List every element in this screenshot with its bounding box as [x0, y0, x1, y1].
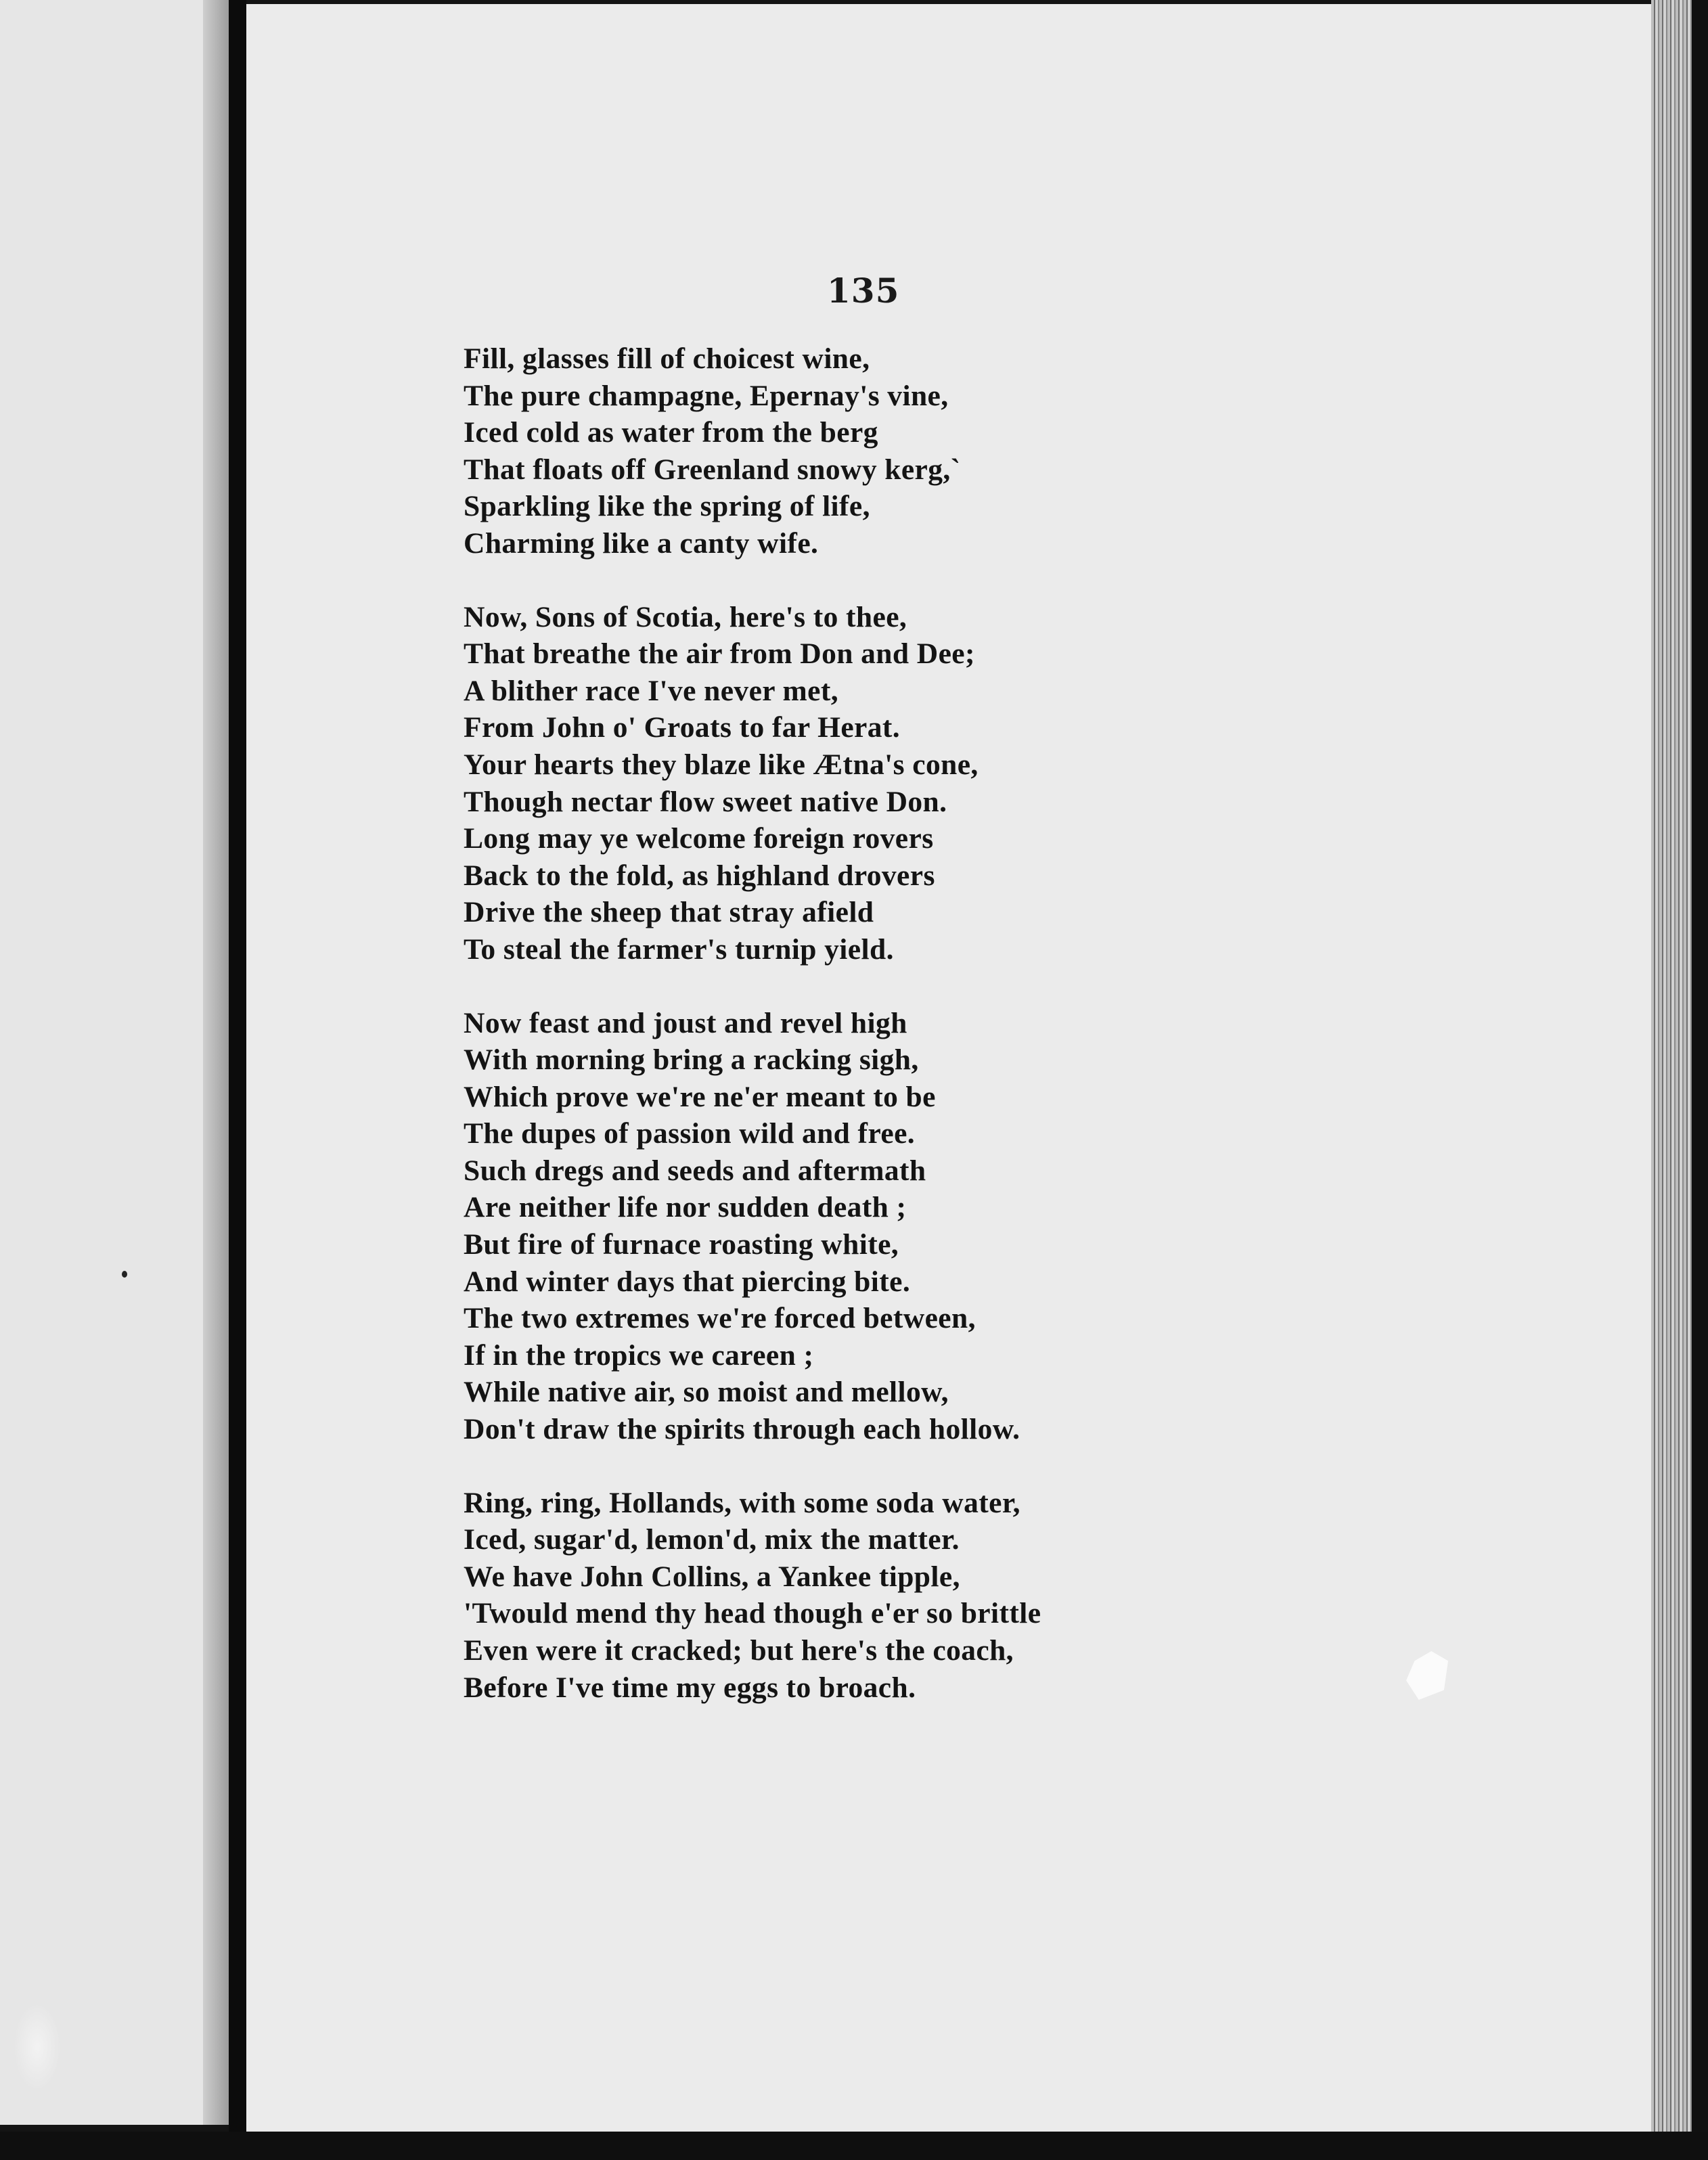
- poem-line: With morning bring a racking sigh,: [464, 1043, 919, 1077]
- poem-line: The two extremes we're forced between,: [464, 1302, 976, 1335]
- poem-line: And winter days that piercing bite.: [464, 1265, 911, 1298]
- poem-line: Now feast and joust and revel high: [464, 1006, 907, 1039]
- poem-line: Now, Sons of Scotia, here's to thee,: [464, 600, 907, 633]
- left-facing-page: [0, 0, 223, 2125]
- poem-line: Even were it cracked; but here's the coach,: [464, 1634, 1014, 1667]
- page-stack-edge: [1651, 0, 1692, 2160]
- poem-line: Don't draw the spirits through each hollow.: [464, 1413, 1020, 1446]
- poem-line: Sparkling like the spring of life,: [464, 490, 870, 523]
- poem-line: From John o' Groats to far Herat.: [464, 711, 901, 744]
- poem-line: Iced, sugar'd, lemon'd, mix the matter.: [464, 1523, 960, 1556]
- poem-line: If in the tropics we careen ;: [464, 1338, 814, 1372]
- poem-line: The dupes of passion wild and free.: [464, 1117, 916, 1150]
- stanza-1: [464, 340, 1174, 562]
- paper-smudge: [14, 2003, 61, 2091]
- stanza-2: [464, 599, 1174, 968]
- right-border: [1692, 0, 1708, 2160]
- poem-line: Such dregs and seeds and aftermath: [464, 1154, 926, 1187]
- poem-line: Fill, glasses fill of choicest wine,: [464, 342, 870, 375]
- poem-line: Which prove we're ne'er meant to be: [464, 1080, 936, 1113]
- bottom-border: [0, 2132, 1708, 2160]
- poem-line: Though nectar flow sweet native Don.: [464, 785, 947, 818]
- poem-line: Ring, ring, Hollands, with some soda water,: [464, 1486, 1020, 1519]
- poem-line: But fire of furnace roasting white,: [464, 1228, 899, 1261]
- poem-line: 'Twould mend thy head though e'er so brittle: [464, 1597, 1041, 1630]
- poem-line: The pure champagne, Epernay's vine,: [464, 379, 949, 412]
- poem-line: That breathe the air from Don and Dee;: [464, 637, 975, 671]
- poem-line: We have John Collins, a Yankee tipple,: [464, 1560, 960, 1593]
- poem-line: Before I've time my eggs to broach.: [464, 1671, 916, 1704]
- stanza-4: [464, 1485, 1174, 1707]
- poem-line: Back to the fold, as highland drovers: [464, 859, 935, 892]
- poem-line: Your hearts they blaze like Ætna's cone,: [464, 748, 979, 781]
- poem-line: Iced cold as water from the berg: [464, 416, 878, 449]
- book-gutter: [229, 0, 246, 2160]
- poem-line: While native air, so moist and mellow,: [464, 1376, 949, 1409]
- poem-line: Are neither life nor sudden death ;: [464, 1191, 907, 1224]
- stanza-3: [464, 1005, 1174, 1448]
- ink-speck: [122, 1271, 127, 1278]
- poem-line: A blither race I've never met,: [464, 674, 838, 707]
- page-number: 135: [827, 271, 900, 311]
- poem-line: Charming like a canty wife.: [464, 526, 819, 560]
- poem-line: Long may ye welcome foreign rovers: [464, 822, 934, 855]
- poem-text: [464, 340, 1174, 1706]
- left-page-edge-shadow: [203, 0, 230, 2125]
- poem-line: Drive the sheep that stray afield: [464, 896, 874, 929]
- poem-line: That floats off Greenland snowy kerg,`: [464, 453, 961, 486]
- poem-line: To steal the farmer's turnip yield.: [464, 932, 894, 966]
